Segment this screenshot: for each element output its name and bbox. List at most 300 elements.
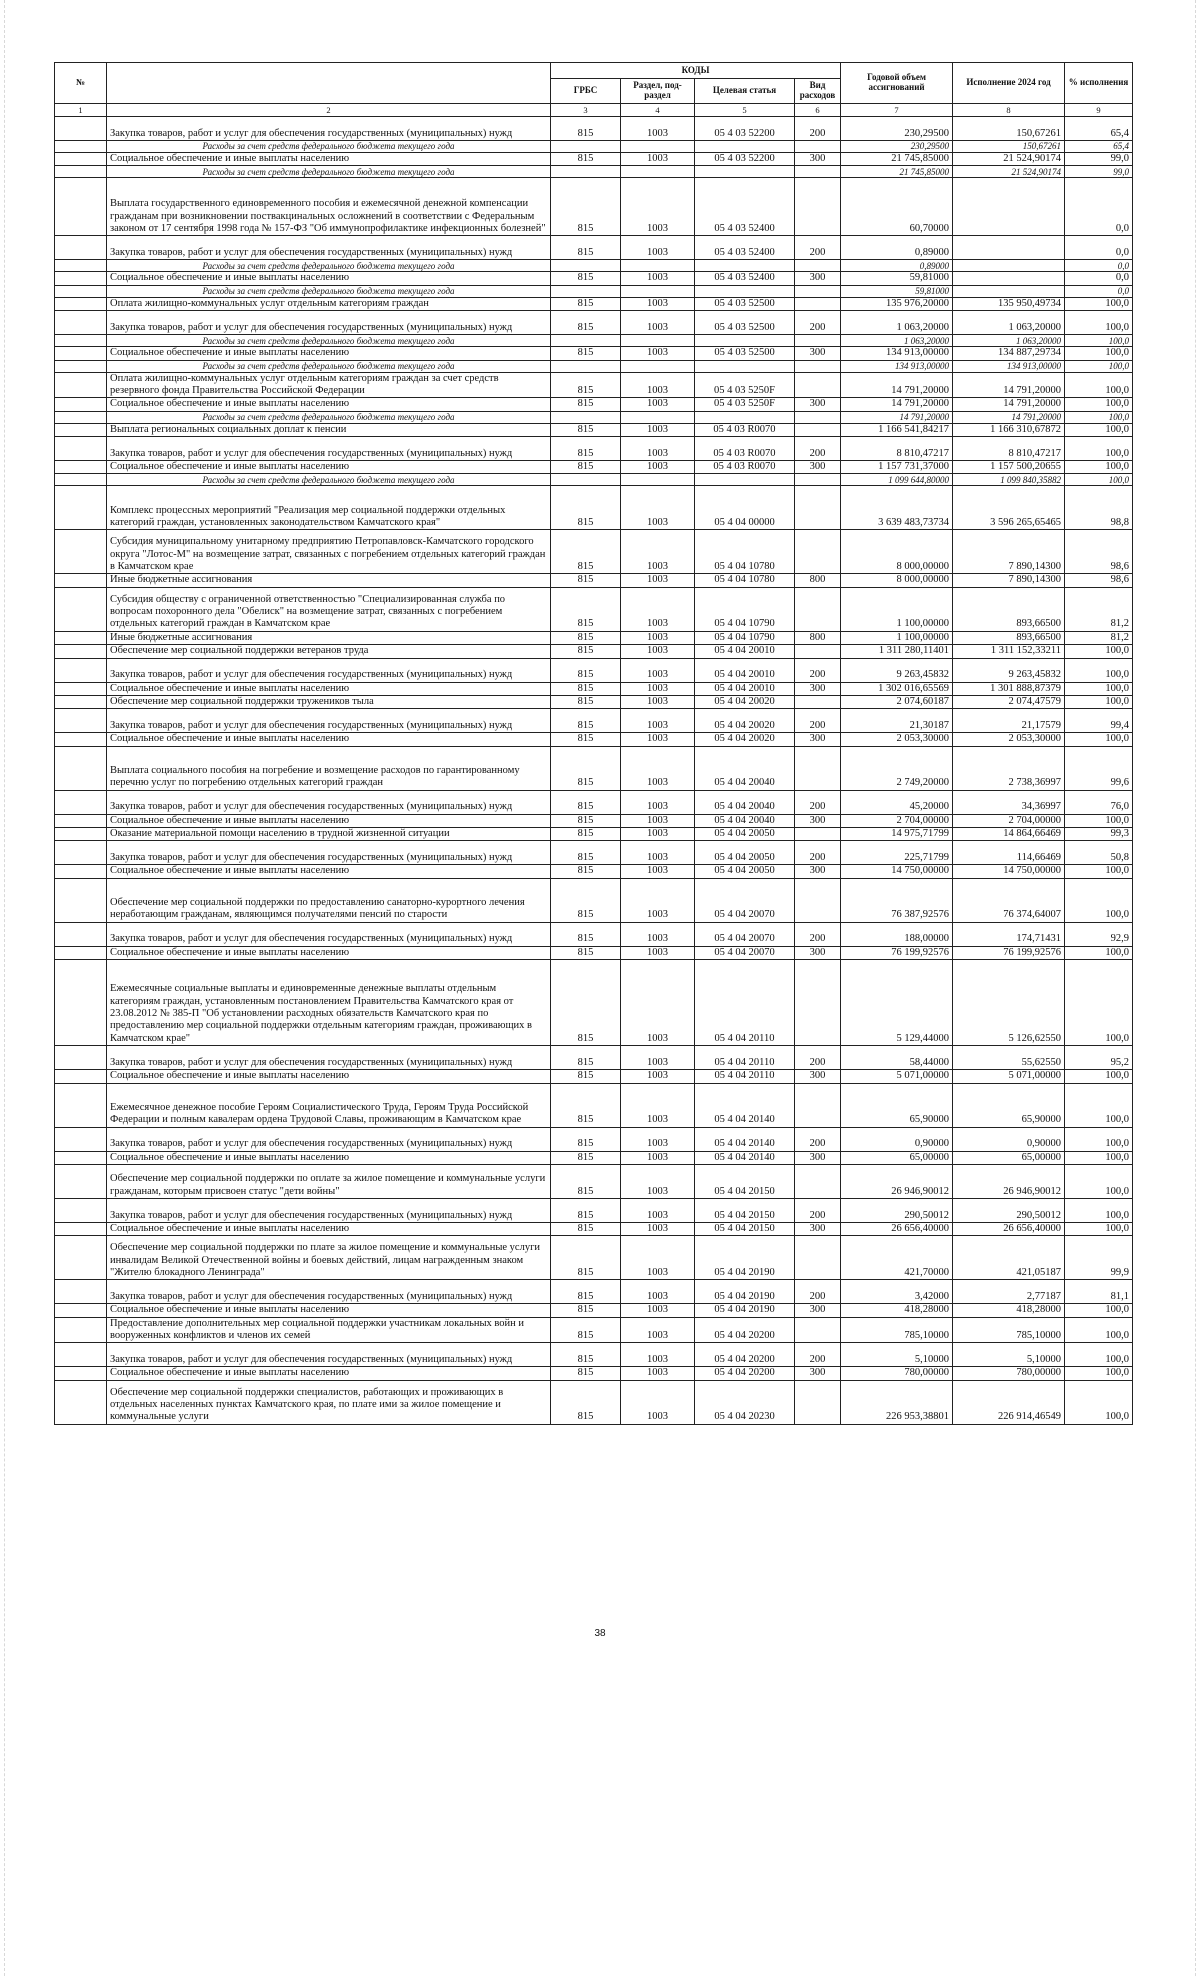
cell-razdel: 1003 [621,878,695,922]
table-row [55,1127,1133,1151]
cell-csr: 05 4 03 R0070 [695,437,795,461]
table-row-subtotal [55,335,1133,347]
cell-vr: 200 [795,1127,841,1151]
cell-fact: 421,05187 [953,1236,1065,1280]
cell-csr: 05 4 03 52400 [695,178,795,236]
cell-plan: 1 063,20000 [841,335,953,347]
cell-fact: 2 053,30000 [953,733,1065,746]
cell-grbs: 815 [551,1083,621,1127]
cell-fact: 14 791,20000 [953,398,1065,411]
cell-razdel: 1003 [621,1164,695,1198]
cell-razdel [621,166,695,178]
cell-fact: 114,66469 [953,841,1065,865]
cell-razdel: 1003 [621,486,695,530]
cell-vr [795,587,841,631]
cell-csr: 05 4 04 20010 [695,658,795,682]
cell-fact: 290,50012 [953,1198,1065,1222]
cell-pct: 100,0 [1065,1127,1133,1151]
cell-razdel: 1003 [621,1046,695,1070]
cell-name: Социальное обеспечение и иные выплаты населению [107,153,551,166]
cell-name: Обеспечение мер социальной поддержки по оплате за жилое помещение и коммунальные услуги гражданам, которым присвоен статус "дети войны" [107,1164,551,1198]
cell-fact: 76 199,92576 [953,946,1065,959]
colnum: 2 [107,104,551,117]
table-row [55,631,1133,644]
cell-fact: 1 157 500,20655 [953,461,1065,474]
cell-name: Закупка товаров, работ и услуг для обеспечения государственных (муниципальных) нужд [107,1343,551,1367]
cell-num [55,372,107,398]
cell-grbs: 815 [551,1222,621,1235]
cell-fact: 893,66500 [953,631,1065,644]
table-row [55,486,1133,530]
table-row [55,1046,1133,1070]
cell-pct: 100,0 [1065,411,1133,423]
cell-grbs: 815 [551,709,621,733]
cell-csr: 05 4 04 20200 [695,1343,795,1367]
cell-name: Социальное обеспечение и иные выплаты населению [107,865,551,878]
cell-grbs: 815 [551,153,621,166]
cell-pct: 100,0 [1065,360,1133,372]
cell-plan: 2 749,20000 [841,746,953,790]
table-row-subtotal [55,411,1133,423]
cell-grbs: 815 [551,1236,621,1280]
cell-grbs: 815 [551,178,621,236]
cell-grbs: 815 [551,865,621,878]
cell-grbs [551,411,621,423]
cell-razdel: 1003 [621,437,695,461]
cell-vr [795,423,841,436]
cell-name: Выплата социального пособия на погребение и возмещение расходов по гарантированному перечню услуг по погребению отдельных категорий граждан [107,746,551,790]
cell-vr: 200 [795,922,841,946]
cell-grbs: 815 [551,790,621,814]
cell-vr: 300 [795,865,841,878]
cell-razdel: 1003 [621,272,695,285]
cell-razdel: 1003 [621,1127,695,1151]
cell-plan: 1 157 731,37000 [841,461,953,474]
cell-pct: 76,0 [1065,790,1133,814]
cell-grbs: 815 [551,1070,621,1083]
cell-plan: 14 791,20000 [841,411,953,423]
table-row [55,423,1133,436]
cell-razdel: 1003 [621,372,695,398]
cell-pct: 100,0 [1065,682,1133,695]
cell-plan: 0,90000 [841,1127,953,1151]
cell-razdel: 1003 [621,828,695,841]
cell-pct: 100,0 [1065,297,1133,310]
cell-name: Закупка товаров, работ и услуг для обеспечения государственных (муниципальных) нужд [107,790,551,814]
cell-pct: 99,0 [1065,153,1133,166]
table-row [55,658,1133,682]
cell-grbs: 815 [551,1164,621,1198]
cell-razdel: 1003 [621,709,695,733]
table-row [55,1367,1133,1380]
cell-num [55,461,107,474]
cell-grbs: 815 [551,1343,621,1367]
cell-razdel: 1003 [621,733,695,746]
cell-vr [795,178,841,236]
cell-grbs [551,260,621,272]
colnum: 4 [621,104,695,117]
cell-vr: 200 [795,1046,841,1070]
table-row [55,922,1133,946]
cell-num [55,841,107,865]
header-row-top [55,63,1133,79]
cell-vr [795,645,841,658]
cell-name: Обеспечение мер социальной поддержки по плате за жилое помещение и коммунальные услуги инвалидам Великой Отечественной войны и боевых действий, лицам награжденным знаком "Жителю блокадного Ленинграда" [107,1236,551,1280]
cell-csr [695,141,795,153]
cell-razdel: 1003 [621,1070,695,1083]
cell-fact: 14 750,00000 [953,865,1065,878]
cell-plan: 1 311 280,11401 [841,645,953,658]
cell-razdel: 1003 [621,530,695,574]
cell-name: Закупка товаров, работ и услуг для обеспечения государственных (муниципальных) нужд [107,311,551,335]
cell-grbs: 815 [551,347,621,360]
table-row [55,1164,1133,1198]
cell-razdel: 1003 [621,1083,695,1127]
cell-csr: 05 4 04 20110 [695,1046,795,1070]
cell-num [55,682,107,695]
cell-razdel: 1003 [621,236,695,260]
cell-fact: 26 656,40000 [953,1222,1065,1235]
cell-fact: 34,36997 [953,790,1065,814]
cell-name: Социальное обеспечение и иные выплаты населению [107,946,551,959]
cell-grbs [551,285,621,297]
table-row [55,1317,1133,1343]
cell-grbs [551,335,621,347]
cell-razdel [621,335,695,347]
cell-fact: 14 791,20000 [953,411,1065,423]
cell-fact [953,260,1065,272]
table-row-subtotal [55,166,1133,178]
header-vr: Вид расходов [795,79,841,104]
table-row-subtotal [55,474,1133,486]
cell-razdel: 1003 [621,695,695,708]
cell-plan: 1 099 644,80000 [841,474,953,486]
cell-num [55,790,107,814]
cell-name: Ежемесячные социальные выплаты и единовременные денежные выплаты отдельным категориям граждан, установленным постановлением Правительства Камчатского края от 23.08.2012 № 385-П "Об установлении расходных обязательств Камчатского края по предоставлению мер социальной поддержки отдельным категориям граждан, проживающих в Камчатском крае" [107,960,551,1046]
cell-vr [795,360,841,372]
table-row [55,878,1133,922]
table-row [55,297,1133,310]
cell-razdel [621,285,695,297]
cell-csr [695,166,795,178]
cell-num [55,1198,107,1222]
cell-csr: 05 4 04 20110 [695,960,795,1046]
cell-num [55,709,107,733]
cell-csr: 05 4 04 20020 [695,709,795,733]
cell-vr: 200 [795,1198,841,1222]
cell-plan: 1 100,00000 [841,631,953,644]
cell-csr: 05 4 04 20110 [695,1070,795,1083]
cell-fact: 26 946,90012 [953,1164,1065,1198]
cell-csr: 05 4 04 20190 [695,1304,795,1317]
cell-fact: 150,67261 [953,117,1065,141]
cell-plan: 0,89000 [841,236,953,260]
colnum: 7 [841,104,953,117]
cell-name: Социальное обеспечение и иные выплаты населению [107,461,551,474]
cell-csr: 05 4 04 20140 [695,1151,795,1164]
cell-pct: 100,0 [1065,474,1133,486]
cell-pct: 81,2 [1065,631,1133,644]
table-row [55,1236,1133,1280]
cell-name: Оказание материальной помощи населению в трудной жизненной ситуации [107,828,551,841]
cell-vr [795,411,841,423]
cell-name: Оплата жилищно-коммунальных услуг отдельным категориям граждан [107,297,551,310]
cell-razdel: 1003 [621,153,695,166]
cell-pct: 0,0 [1065,236,1133,260]
cell-razdel: 1003 [621,1380,695,1424]
cell-vr [795,285,841,297]
cell-fact: 150,67261 [953,141,1065,153]
cell-pct: 81,1 [1065,1280,1133,1304]
table-row [55,437,1133,461]
cell-pct: 100,0 [1065,1198,1133,1222]
cell-plan: 3 639 483,73734 [841,486,953,530]
cell-plan: 2 074,60187 [841,695,953,708]
cell-plan: 14 791,20000 [841,372,953,398]
cell-razdel: 1003 [621,1317,695,1343]
cell-razdel: 1003 [621,814,695,827]
cell-pct: 100,0 [1065,878,1133,922]
cell-name: Выплата региональных социальных доплат к пенсии [107,423,551,436]
cell-plan: 785,10000 [841,1317,953,1343]
cell-grbs: 815 [551,423,621,436]
cell-vr [795,878,841,922]
cell-fact: 7 890,14300 [953,530,1065,574]
cell-grbs: 815 [551,1304,621,1317]
cell-pct: 100,0 [1065,695,1133,708]
cell-num [55,335,107,347]
cell-csr: 05 4 04 20050 [695,828,795,841]
cell-csr: 05 4 04 10790 [695,587,795,631]
cell-razdel: 1003 [621,841,695,865]
cell-name: Закупка товаров, работ и услуг для обеспечения государственных (муниципальных) нужд [107,922,551,946]
cell-fact: 14 791,20000 [953,372,1065,398]
cell-num [55,645,107,658]
cell-pct: 100,0 [1065,733,1133,746]
cell-fact: 1 063,20000 [953,311,1065,335]
table-row-subtotal [55,260,1133,272]
cell-grbs: 815 [551,878,621,922]
cell-razdel: 1003 [621,645,695,658]
cell-csr: 05 4 04 20050 [695,865,795,878]
cell-name: Обеспечение мер социальной поддержки тружеников тыла [107,695,551,708]
cell-fact: 2 704,00000 [953,814,1065,827]
cell-vr: 300 [795,733,841,746]
cell-razdel: 1003 [621,574,695,587]
cell-plan: 5,10000 [841,1343,953,1367]
cell-pct: 0,0 [1065,272,1133,285]
cell-num [55,828,107,841]
cell-vr: 300 [795,1304,841,1317]
cell-fact: 5,10000 [953,1343,1065,1367]
cell-pct: 100,0 [1065,1367,1133,1380]
cell-grbs: 815 [551,574,621,587]
cell-num [55,1343,107,1367]
cell-pct: 100,0 [1065,1070,1133,1083]
cell-razdel: 1003 [621,1367,695,1380]
cell-grbs: 815 [551,658,621,682]
cell-num [55,260,107,272]
cell-csr: 05 4 03 52200 [695,153,795,166]
cell-fact: 5 126,62550 [953,960,1065,1046]
cell-plan: 76 199,92576 [841,946,953,959]
cell-num [55,530,107,574]
cell-fact: 780,00000 [953,1367,1065,1380]
cell-pct: 50,8 [1065,841,1133,865]
table-row [55,1304,1133,1317]
cell-fact: 76 374,64007 [953,878,1065,922]
cell-fact: 418,28000 [953,1304,1065,1317]
cell-name: Закупка товаров, работ и услуг для обеспечения государственных (муниципальных) нужд [107,1198,551,1222]
table-row [55,1083,1133,1127]
cell-name: Закупка товаров, работ и услуг для обеспечения государственных (муниципальных) нужд [107,437,551,461]
cell-razdel: 1003 [621,297,695,310]
cell-num [55,1222,107,1235]
cell-name: Закупка товаров, работ и услуг для обеспечения государственных (муниципальных) нужд [107,1046,551,1070]
cell-grbs: 815 [551,1280,621,1304]
cell-name: Закупка товаров, работ и услуг для обеспечения государственных (муниципальных) нужд [107,841,551,865]
page-number: 38 [594,1628,606,1639]
header-pct: % исполнения [1065,63,1133,104]
cell-pct: 98,6 [1065,530,1133,574]
cell-fact: 226 914,46549 [953,1380,1065,1424]
cell-pct: 99,9 [1065,1236,1133,1280]
cell-grbs: 815 [551,645,621,658]
cell-num [55,347,107,360]
cell-grbs [551,360,621,372]
cell-pct: 100,0 [1065,372,1133,398]
cell-csr [695,335,795,347]
cell-vr [795,695,841,708]
cell-plan: 418,28000 [841,1304,953,1317]
cell-vr [795,1236,841,1280]
cell-razdel: 1003 [621,1236,695,1280]
cell-plan: 0,89000 [841,260,953,272]
cell-vr [795,1317,841,1343]
cell-num [55,1380,107,1424]
cell-vr [795,530,841,574]
cell-plan: 14 791,20000 [841,398,953,411]
cell-plan: 5 129,44000 [841,960,953,1046]
cell-razdel: 1003 [621,347,695,360]
cell-vr: 200 [795,709,841,733]
table-row [55,461,1133,474]
cell-plan: 26 946,90012 [841,1164,953,1198]
cell-grbs: 815 [551,1046,621,1070]
cell-plan: 135 976,20000 [841,297,953,310]
cell-num [55,437,107,461]
cell-name: Иные бюджетные ассигнования [107,631,551,644]
cell-razdel: 1003 [621,746,695,790]
colnum: 3 [551,104,621,117]
cell-pct: 100,0 [1065,1343,1133,1367]
cell-csr: 05 4 04 20140 [695,1083,795,1127]
table-row [55,530,1133,574]
cell-num [55,1151,107,1164]
cell-vr: 300 [795,1222,841,1235]
cell-num [55,272,107,285]
cell-csr: 05 4 03 R0070 [695,423,795,436]
table-row [55,733,1133,746]
cell-num [55,1127,107,1151]
cell-num [55,1070,107,1083]
cell-plan: 59,81000 [841,285,953,297]
cell-pct: 100,0 [1065,1304,1133,1317]
cell-grbs: 815 [551,946,621,959]
cell-fact: 5 071,00000 [953,1070,1065,1083]
cell-vr: 200 [795,841,841,865]
cell-num [55,746,107,790]
cell-fact [953,178,1065,236]
cell-pct: 0,0 [1065,178,1133,236]
cell-pct: 100,0 [1065,814,1133,827]
cell-plan: 225,71799 [841,841,953,865]
colnum: 1 [55,104,107,117]
cell-plan: 59,81000 [841,272,953,285]
cell-vr: 200 [795,311,841,335]
cell-vr [795,335,841,347]
cell-vr: 200 [795,790,841,814]
cell-name: Расходы за счет средств федерального бюджета текущего года [107,411,551,423]
cell-vr: 200 [795,658,841,682]
cell-csr: 05 4 04 10780 [695,574,795,587]
cell-vr [795,746,841,790]
cell-vr [795,166,841,178]
cell-name: Социальное обеспечение и иные выплаты населению [107,1367,551,1380]
cell-pct: 100,0 [1065,1151,1133,1164]
cell-csr: 05 4 04 10790 [695,631,795,644]
cell-name: Оплата жилищно-коммунальных услуг отдельным категориям граждан за счет средств резервного фонда Правительства Российской Федерации [107,372,551,398]
cell-num [55,946,107,959]
table-row-subtotal [55,360,1133,372]
cell-csr: 05 4 04 20140 [695,1127,795,1151]
table-row [55,746,1133,790]
header-csr: Целевая статья [695,79,795,104]
cell-razdel [621,360,695,372]
cell-grbs: 815 [551,682,621,695]
table-row [55,814,1133,827]
cell-csr: 05 4 04 20070 [695,946,795,959]
page-edge-left [4,0,5,1976]
cell-num [55,398,107,411]
cell-plan: 21 745,85000 [841,166,953,178]
cell-name: Закупка товаров, работ и услуг для обеспечения государственных (муниципальных) нужд [107,709,551,733]
cell-razdel: 1003 [621,1304,695,1317]
cell-pct: 65,4 [1065,141,1133,153]
cell-grbs: 815 [551,1317,621,1343]
cell-num [55,587,107,631]
header-plan: Годовой объем ассигнований [841,63,953,104]
cell-fact: 134 913,00000 [953,360,1065,372]
cell-csr: 05 4 04 20040 [695,790,795,814]
cell-name: Социальное обеспечение и иные выплаты населению [107,1304,551,1317]
cell-num [55,1317,107,1343]
cell-vr [795,260,841,272]
cell-csr: 05 4 04 20070 [695,922,795,946]
cell-name: Расходы за счет средств федерального бюджета текущего года [107,474,551,486]
cell-csr: 05 4 04 10780 [695,530,795,574]
cell-grbs: 815 [551,311,621,335]
cell-fact: 21 524,90174 [953,166,1065,178]
cell-pct: 98,8 [1065,486,1133,530]
cell-csr: 05 4 03 5250F [695,398,795,411]
cell-grbs: 815 [551,1151,621,1164]
cell-grbs: 815 [551,1127,621,1151]
cell-name: Социальное обеспечение и иные выплаты населению [107,1070,551,1083]
cell-pct: 100,0 [1065,1083,1133,1127]
cell-razdel: 1003 [621,1151,695,1164]
cell-plan: 8 000,00000 [841,574,953,587]
